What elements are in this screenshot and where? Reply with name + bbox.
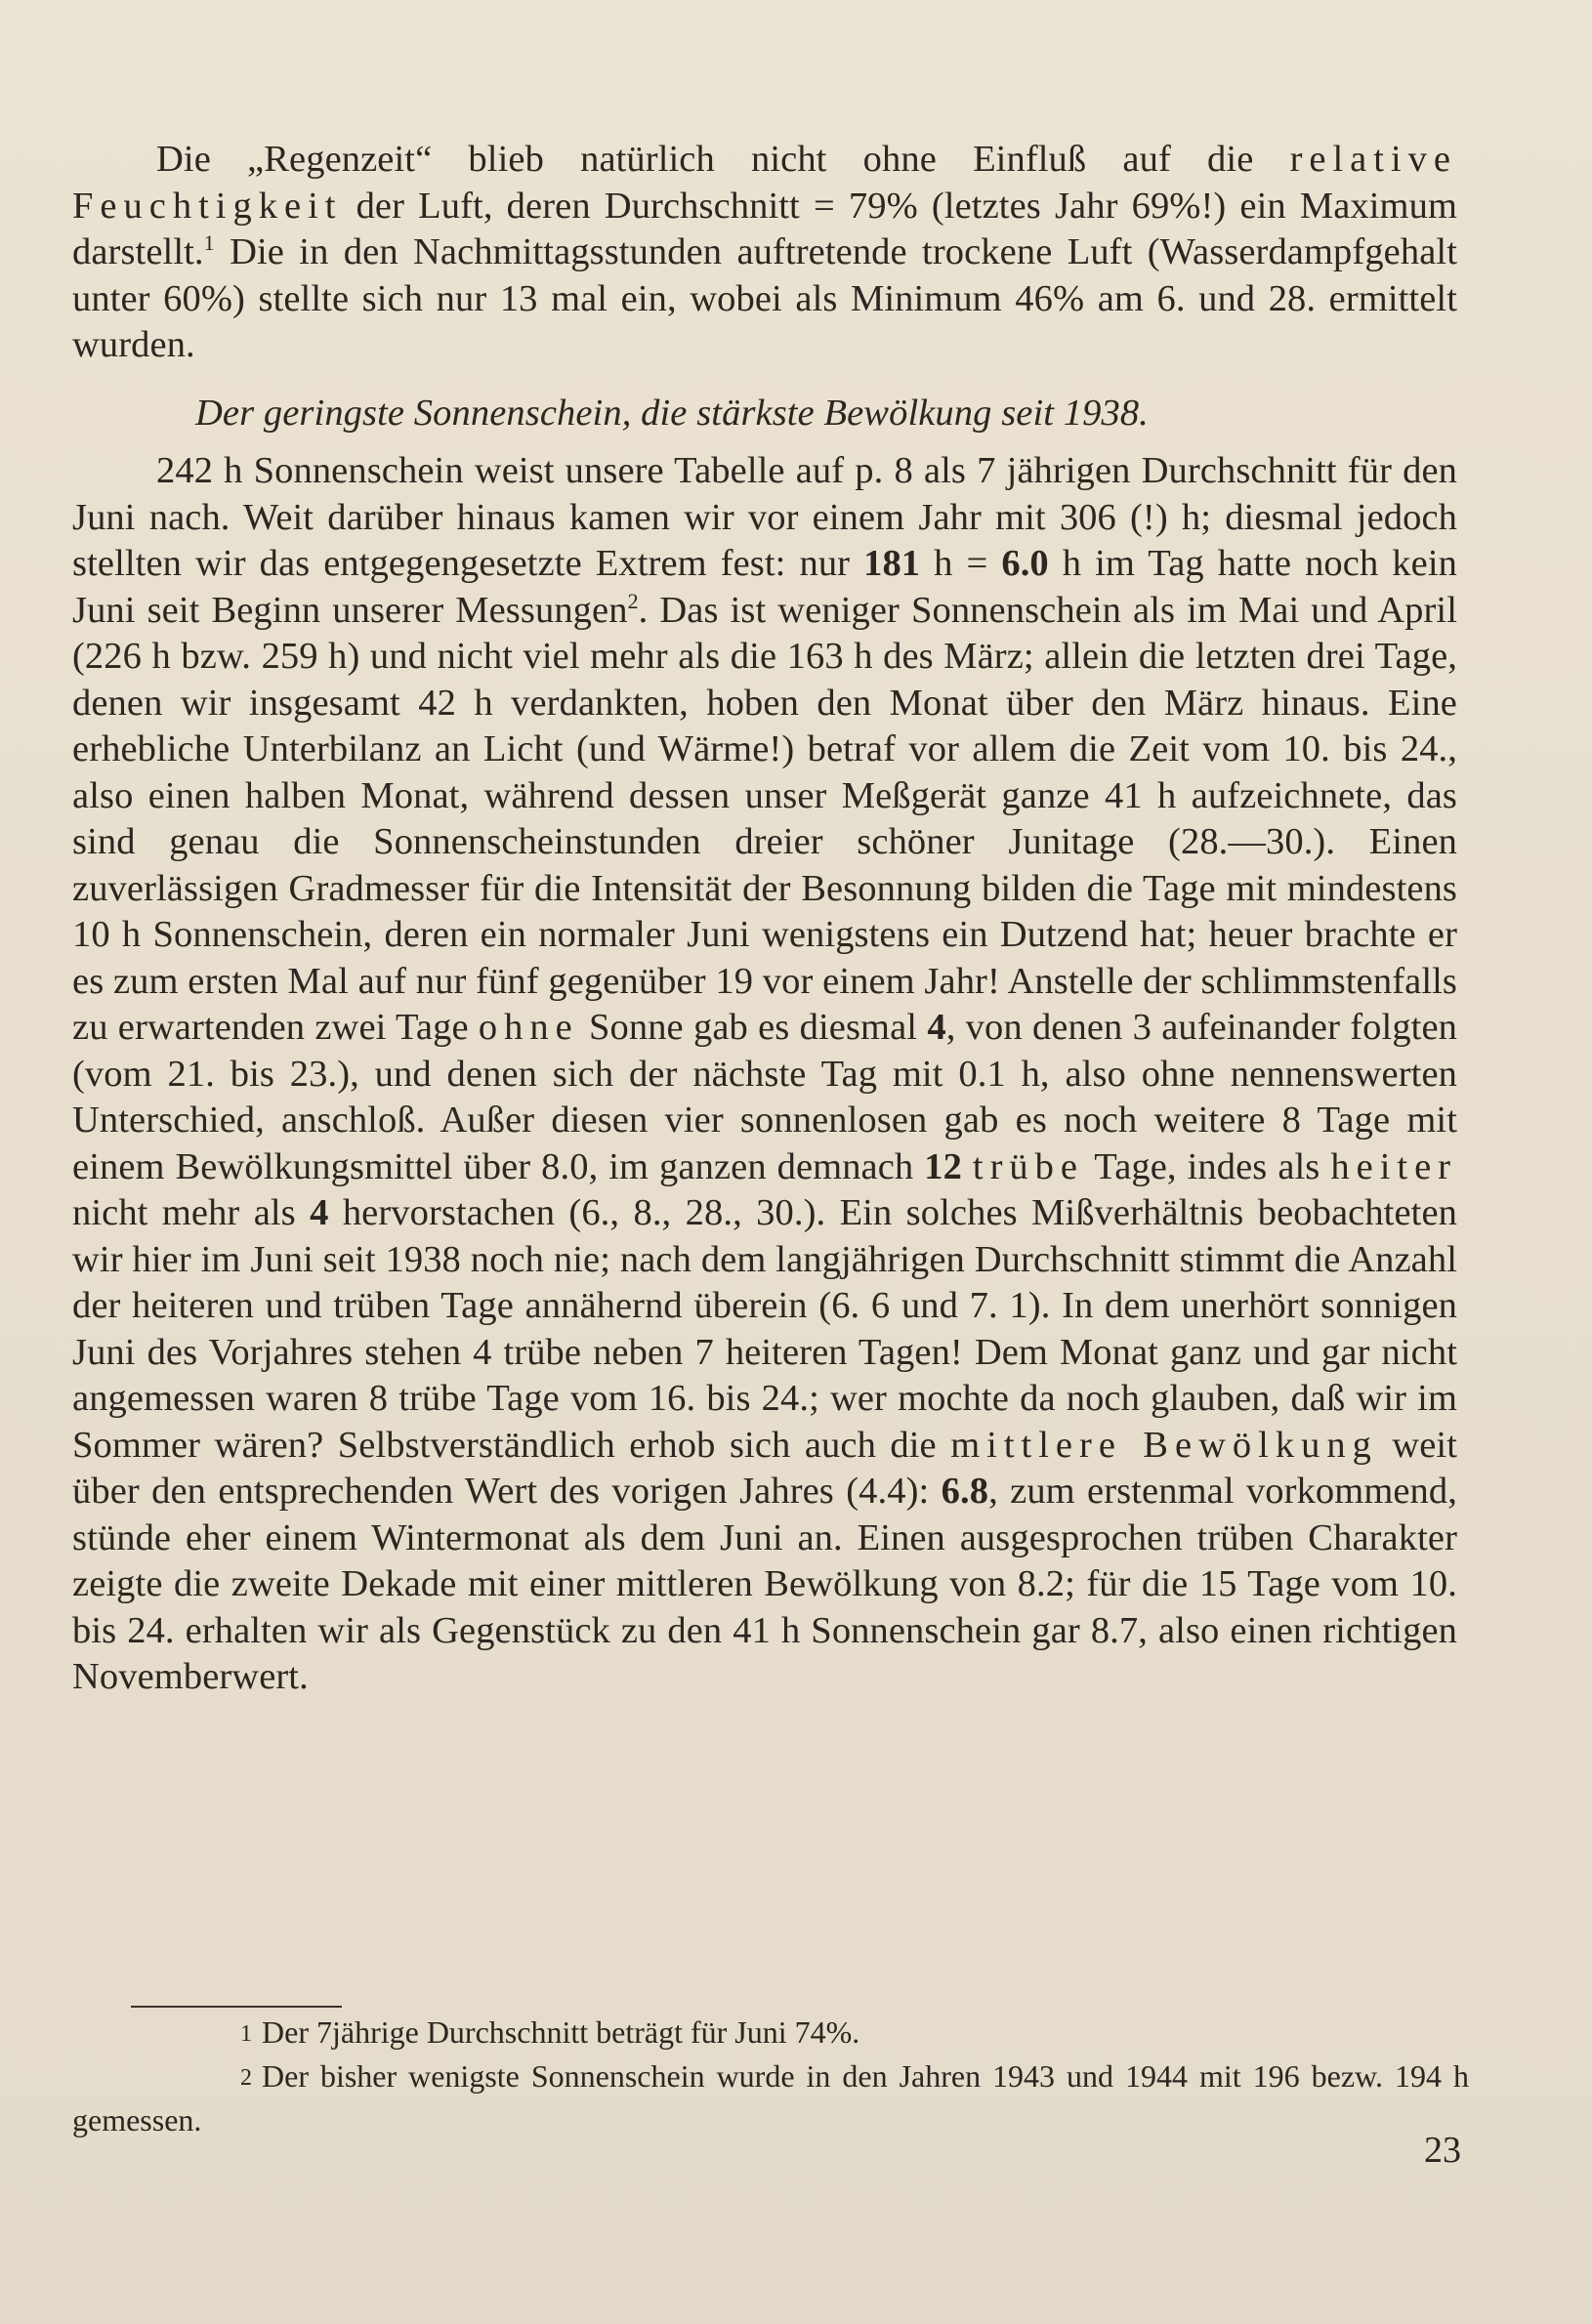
text-run: nicht mehr als: [72, 1192, 311, 1233]
footnote-mark: 2: [240, 2065, 252, 2091]
text-run: Die in den Nachmittagsstunden auftretende trockene Luft (Wasserdampfgehalt unter 60%) stellte sich nur 13 mal ein, wobei als Minimum 46% am 6. und 28. ermittelt wurden.: [72, 231, 1457, 365]
text-run: der Luft, deren Durchschnitt = 79% (letztes Jahr 69%!) ein Maximum darstellt.: [72, 185, 1457, 272]
footnote-divider: [131, 2006, 342, 2008]
text-run: h =: [920, 543, 1002, 584]
text-run: 242 h Sonnenschein weist unsere Tabelle auf p. 8 als 7 jährigen Durchschnitt für den Juni nach. Weit darüber hinaus kamen wir vor einem Jahr mit 306 (!) h; diesmal jedoch stellten wir das entgegengesetzte Extrem fest: nur: [72, 450, 1457, 584]
footnote-1: [72, 2012, 1469, 2055]
section-heading: Der geringste Sonnenschein, die stärkste Bewölkung seit 1938.: [195, 392, 1149, 434]
spaced-term: mittlere Bewölkung: [950, 1424, 1378, 1466]
text-run: , von denen 3 aufeinander folgten (vom 21. bis 23.), und denen sich der nächste Tag mit 0.1 h, also ohne nennenswerten Unterschied, anschloß. Außer diesen vier sonnenlosen gab es noch weitere 8 Tage mit einem Bewölkungsmittel über 8.0, im ganzen demnach: [72, 1007, 1458, 1187]
bold-value: 6.0: [1001, 543, 1049, 584]
spaced-term: relative Feuchtigkeit: [72, 139, 1457, 227]
footnote-ref: 1: [203, 230, 215, 256]
text-run: Tage, indes als: [1084, 1145, 1331, 1187]
spaced-term: heiter: [1330, 1145, 1457, 1187]
bold-value: 4: [310, 1192, 329, 1233]
paragraph-sunshine: [72, 448, 1457, 1701]
main-text: [72, 137, 1457, 1701]
spaced-term: trübe: [972, 1145, 1085, 1187]
footnote-mark: 1: [240, 2021, 252, 2047]
text-run: . Das ist weniger Sonnenschein als im Mai und April (226 h bzw. 259 h) und nicht viel mehr als die 163 h des März; allein die letzten drei Tage, denen wir insgesamt 42 h verdankten, hoben den Monat über den März hinaus. Eine erhebliche Unterbilanz an Licht (und Wärme!) betraf vor allem die Zeit vom 10. bis 24., also einen halben Monat, während dessen unser Meßgerät ganze 41 h aufzeichnete, das sind genau die Sonnenscheinstunden dreier schöner Junitage (28.—30.). Einen zuverlässigen Gradmesser für die Intensität der Besonnung bilden die Tage mit mindestens 10 h Sonnenschein, deren ein normaler Juni wenigstens ein Dutzend hat; heuer brachte er es zum ersten Mal auf nur fünf gegenüber 19 vor einem Jahr! Anstelle der schlimmstenfalls zu erwartenden zwei Tage: [72, 589, 1458, 1048]
footnote-2: [72, 2055, 1469, 2141]
text-run: , zum erstenmal vorkommend, stünde eher einem Wintermonat als dem Juni an. Einen ausgesprochen trüben Charakter zeigte die zweite Dekade mit einer mittleren Bewölkung von 8.2; für die 15 Tage vom 10. bis 24. erhalten wir als Gegenstück zu den 41 h Sonnenschein gar 8.7, also einen richtigen Novemberwert.: [72, 1471, 1457, 1697]
bold-value: 6.8: [941, 1471, 989, 1512]
text-run: h im Tag hatte noch kein Juni seit Beginn unserer Messungen: [72, 543, 1457, 631]
text-run: hervorstachen (6., 8., 28., 30.). Ein solches Mißverhältnis beobachteten wir hier im Juni seit 1938 noch nie; nach dem langjährigen Durchschnitt stimmt die Anzahl der heiteren und trüben Tage annähernd überein (6. 6 und 7. 1). In dem unerhört sonnigen Juni des Vorjahres stehen 4 trübe neben 7 heiteren Tagen! Dem Monat ganz und gar nicht angemessen waren 8 trübe Tage vom 16. bis 24.; wer mochte da noch glauben, daß wir im Sommer wären? Selbstverständlich erhob sich auch die: [72, 1192, 1458, 1466]
bold-value: 181: [863, 543, 921, 584]
footnotes: [72, 2012, 1469, 2141]
footnote-ref: 2: [627, 588, 639, 613]
footnote-text: Der 7jährige Durchschnitt beträgt für Juni 74%.: [262, 2014, 860, 2050]
spaced-term: ohne: [478, 1007, 579, 1048]
text-run: Die „Regenzeit“ blieb natürlich nicht ohne Einfluß auf die: [156, 139, 1290, 180]
bold-value: 12: [924, 1145, 962, 1187]
footnote-text: Der bisher wenigste Sonnenschein wurde in den Jahren 1943 und 1944 mit 196 bezw. 194 h gemessen.: [72, 2058, 1469, 2137]
text-run: Sonne gab es diesmal: [578, 1007, 928, 1048]
paragraph-humidity: [72, 137, 1457, 369]
text-run: weit über den entsprechenden Wert des vorigen Jahres (4.4):: [72, 1424, 1457, 1512]
page-number: 23: [1424, 2130, 1461, 2171]
bold-value: 4: [927, 1007, 946, 1048]
